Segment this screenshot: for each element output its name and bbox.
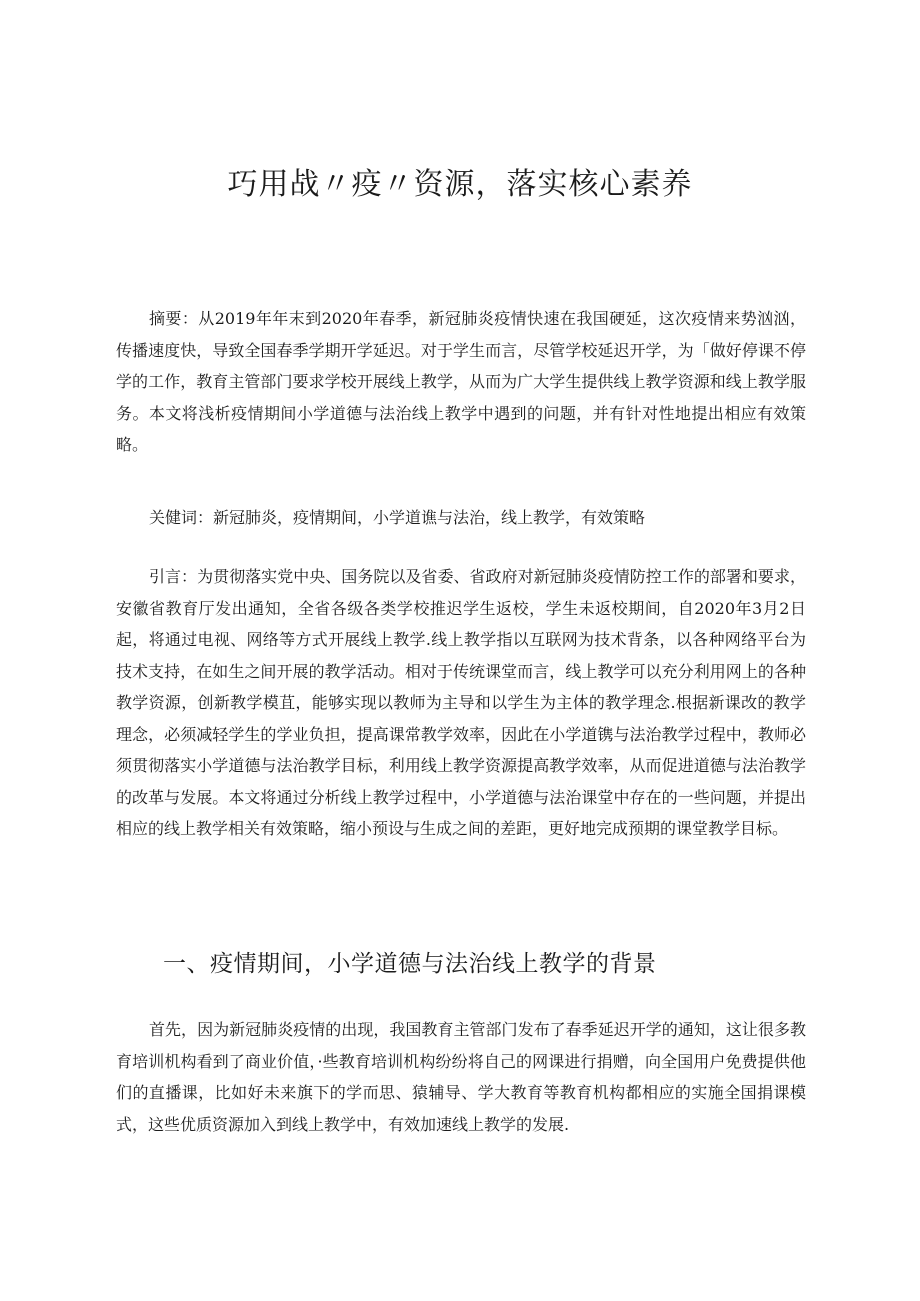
- keywords-paragraph: 关健词：新冠肺炎，疫情期间，小学道谯与法治，线上教学，有效策略: [149, 508, 646, 527]
- introduction-paragraph: 引言：为贯彻落实党中央、国务院以及省委、省政府对新冠肺炎疫情防控工作的部署和要求，安徽省教育厅发出通知，全省各级各类学校推迟学生返校，学生未返校期间，自2020年3月2日起，将通过电视、网络等方式开展线上教学.线上教学指以互联网为技术背条，以各种网络平台为技术支持，在如生之间开展的教学活动。相对于传统课堂而言，线上教学可以充分利用网上的各种教学资源，创新教学模苴，能够实现以教师为主导和以学生为主体的教学理念.根据新课改的教学理念，必须减轻学生的学业负担，提高课常教学效率，因此在小学道镌与法治教学过程中，教师必须贯彻落实小学道德与法治教学目标，利用线上教学资源提高教学效率，从而促进道德与法治教学的改革与发展。本文将通过分析线上教学过程中，小学道德与法治课堂中存在的一些问题，并提出相应的线上教学相关有效策略，缩小预设与生成之间的差距，更好地完成预期的课堂教学目标。: [116, 567, 806, 838]
- section-1-heading: 一、疫情期间，小学道德与法治线上教学的背景: [163, 951, 657, 977]
- document-title: 巧用战〃疫〃资源，落实核心素养: [227, 167, 693, 202]
- abstract-paragraph: 摘要：从2019年年末到2020年春季，新冠肺炎疫情快速在我国硬延，这次疫情来势汹汹，传播速度快，导致全国春季学期开学延迟。对于学生而言，尽管学校延迟开学，为「做好停课不停学的工作，教育主管部门要求学校开展线上教学，从而为广大学生提供线上教学资源和线上教学服务。本文将浅析疫情期间小学道德与法治线上教学中遇到的问题，并有针对性地提出相应有效策略。: [116, 309, 806, 454]
- section-1-paragraph: 首先，因为新冠肺炎疫情的出现，我国教育主管部门发布了春季延迟开学的通知，这让很多教育培训机构看到了商业价值，·些教育培训机构纷纷将自己的网课进行捐赠，向全国用户免费提供他们的直播课，比如好未来旗下的学而思、猿辅导、学大教育等教育机构都相应的实施全国捐课模式，这些优质资源加入到线上教学中，有效加速线上教学的发展.: [116, 1020, 806, 1134]
